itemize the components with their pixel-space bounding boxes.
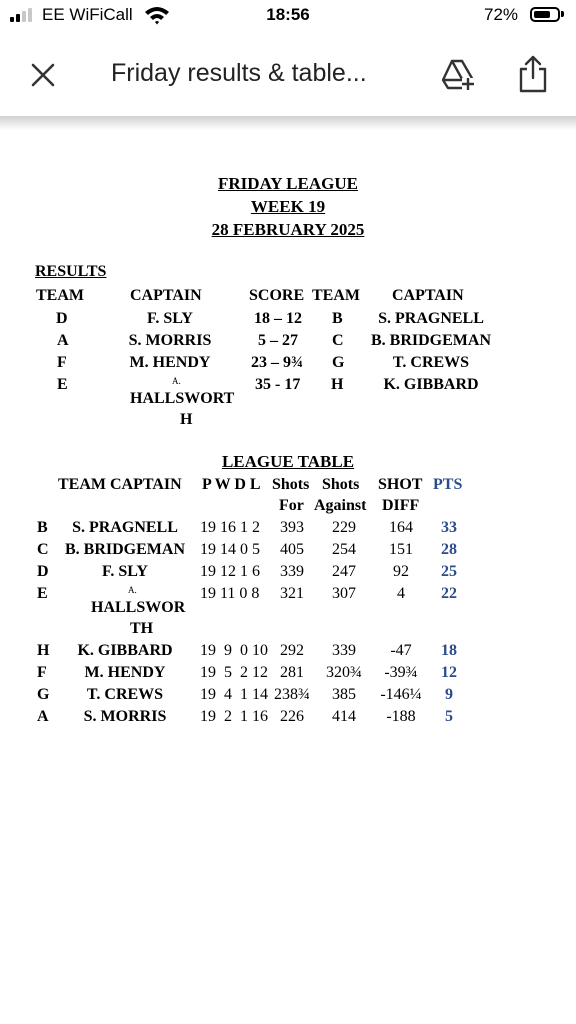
results-header-score: SCORE — [249, 287, 305, 304]
row-captain: F. SLY — [102, 563, 148, 580]
results-opp-team: B — [332, 310, 343, 327]
row-captain: B. BRIDGEMAN — [64, 541, 185, 558]
row-captain: T. CREWS — [86, 686, 164, 703]
results-header-team-2: TEAM — [312, 287, 360, 304]
header-pwdl: P W D L — [202, 476, 261, 493]
header-shots-against-2: Against — [314, 497, 367, 514]
header-pts: PTS — [433, 476, 463, 493]
header-shots-against: Shots — [322, 476, 360, 493]
row-team: G — [37, 686, 50, 703]
results-header-captain: CAPTAIN — [130, 287, 202, 304]
results-captain-line-1: HALLSWORT — [130, 390, 235, 407]
results-captain: S. MORRIS — [128, 332, 212, 349]
row-shots-against: 320¾ — [326, 664, 362, 681]
results-opp-captain: K. GIBBARD — [383, 376, 479, 393]
row-captain-initial: A. — [128, 585, 137, 595]
row-captain: K. GIBBARD — [77, 642, 173, 659]
row-pts: 25 — [441, 563, 457, 580]
app-bar-shadow — [0, 116, 576, 130]
row-shots-against: 307 — [332, 585, 356, 602]
results-opp-team: G — [332, 354, 345, 371]
results-score: 35 - 17 — [255, 376, 301, 393]
row-pwdl: 19 16 1 2 — [200, 519, 260, 536]
row-shots-for: 226 — [280, 708, 304, 725]
row-shots-against: 254 — [332, 541, 356, 558]
header-shots-for: Shots — [272, 476, 310, 493]
results-captain: M. HENDY — [129, 354, 211, 371]
row-captain: M. HENDY — [84, 664, 166, 681]
row-shots-for: 238¾ — [274, 686, 310, 703]
row-pwdl: 19 9 0 10 — [200, 642, 268, 659]
row-shots-against: 247 — [332, 563, 356, 580]
row-shots-for: 281 — [280, 664, 304, 681]
share-icon[interactable] — [516, 54, 550, 94]
battery-nub — [561, 11, 564, 17]
row-pts: 12 — [441, 664, 457, 681]
row-pts: 22 — [441, 585, 457, 602]
row-pwdl: 19 2 1 16 — [200, 708, 268, 725]
results-opp-captain: B. BRIDGEMAN — [370, 332, 491, 349]
row-shots-for: 292 — [280, 642, 304, 659]
row-shot-diff: -47 — [390, 642, 412, 659]
row-captain-line-1: HALLSWOR — [91, 599, 186, 616]
results-opp-team: C — [332, 332, 344, 349]
results-captain: F. SLY — [147, 310, 193, 327]
row-pwdl: 19 11 0 8 — [200, 585, 260, 602]
carrier-label: EE WiFiCall — [42, 5, 133, 24]
row-shot-diff: 164 — [389, 519, 413, 536]
battery-icon — [530, 7, 560, 22]
results-score: 5 – 27 — [258, 332, 298, 349]
week-label: WEEK 19 — [250, 197, 326, 216]
date-label: 28 FEBRUARY 2025 — [211, 220, 365, 239]
row-shot-diff: 92 — [393, 563, 409, 580]
row-shot-diff: -39¾ — [384, 664, 418, 681]
row-captain: S. MORRIS — [83, 708, 167, 725]
row-pts: 9 — [445, 686, 453, 703]
row-shot-diff: 151 — [389, 541, 413, 558]
results-opp-team: H — [331, 376, 344, 393]
results-score: 23 – 9¾ — [251, 354, 303, 371]
row-pts: 18 — [441, 642, 457, 659]
results-captain-line-2: H — [180, 411, 193, 428]
row-pwdl: 19 5 2 12 — [200, 664, 268, 681]
battery-percentage: 72% — [484, 5, 519, 24]
row-team: C — [37, 541, 49, 558]
results-team: F — [57, 354, 67, 371]
header-team-captain: TEAM CAPTAIN — [58, 476, 182, 493]
row-shots-for: 393 — [280, 519, 304, 536]
results-header-team: TEAM — [36, 287, 84, 304]
row-shots-for: 339 — [280, 563, 304, 580]
header-shots-for-2: For — [279, 497, 304, 514]
results-header-captain-2: CAPTAIN — [392, 287, 464, 304]
results-team: A — [57, 332, 69, 349]
app-bar — [0, 32, 576, 118]
add-to-drive-icon[interactable] — [440, 56, 476, 92]
row-pwdl: 19 12 1 6 — [200, 563, 260, 580]
league-name: FRIDAY LEAGUE — [218, 174, 358, 193]
row-team: D — [37, 563, 49, 580]
header-shot-diff-2: DIFF — [382, 497, 420, 514]
results-captain-initial: A. — [172, 376, 181, 386]
results-opp-captain: T. CREWS — [392, 354, 470, 371]
row-pwdl: 19 14 0 5 — [200, 541, 260, 558]
header-shot-diff: SHOT — [378, 476, 423, 493]
row-pts: 5 — [445, 708, 453, 725]
row-team: H — [37, 642, 50, 659]
row-shots-against: 229 — [332, 519, 356, 536]
row-pts: 33 — [441, 519, 457, 536]
row-pts: 28 — [441, 541, 457, 558]
results-score: 18 – 12 — [254, 310, 302, 327]
results-team: D — [56, 310, 68, 327]
row-shots-against: 414 — [332, 708, 356, 725]
results-team: E — [57, 376, 68, 393]
row-shot-diff: 4 — [397, 585, 405, 602]
row-team: F — [37, 664, 47, 681]
row-shots-against: 385 — [332, 686, 356, 703]
row-team: B — [37, 519, 48, 536]
league-table-heading: LEAGUE TABLE — [221, 452, 355, 471]
row-captain: S. PRAGNELL — [72, 519, 178, 536]
document-page — [0, 130, 576, 1024]
row-team: E — [37, 585, 48, 602]
results-heading: RESULTS — [35, 263, 107, 280]
row-captain-line-2: TH — [130, 620, 154, 637]
row-shots-against: 339 — [332, 642, 356, 659]
row-shots-for: 321 — [280, 585, 304, 602]
status-bar — [0, 0, 576, 32]
close-icon[interactable] — [28, 60, 58, 90]
document-title: Friday results & table... — [111, 59, 367, 87]
results-opp-captain: S. PRAGNELL — [378, 310, 484, 327]
row-team: A — [37, 708, 49, 725]
clock: 18:56 — [266, 5, 310, 24]
row-shot-diff: -146¼ — [380, 686, 422, 703]
row-shots-for: 405 — [280, 541, 304, 558]
row-pwdl: 19 4 1 14 — [200, 686, 268, 703]
row-shot-diff: -188 — [386, 708, 416, 725]
